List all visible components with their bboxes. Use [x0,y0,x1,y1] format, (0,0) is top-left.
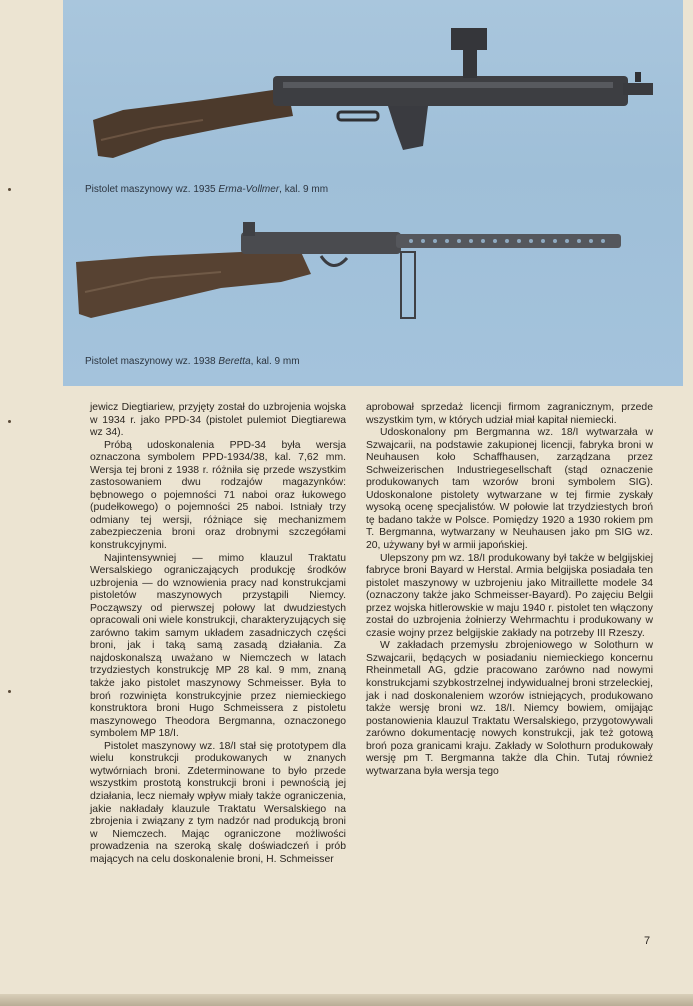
page-bottom-edge [0,994,693,1006]
paragraph: Pistolet maszynowy wz. 18/I stał się prototypem dla wielu konstrukcji produkowanych w znanych wytwórniach broni. Zdeterminowane to było przede wszystkim prostotą konstrukcji broni i pewnością jej działania, lecz niemały wpływ miały także ograniczenia, jakie nakładały klauzule Traktatu Wersalskiego na zbrojenia i związany z tym nadzór nad produkcją broni w Niemczech. Mając ograniczone możliwości prowadzenia na szeroką skalę doświadczeń i prób mających na celu doskonalenie broni, H. Schmeisser [90,740,346,865]
caption-suffix: , kal. 9 mm [250,356,300,367]
paragraph: Najintensywniej — mimo klauzul Traktatu Wersalskiego ograniczających produkcję środków uzbrojenia — do wznowienia pracy nad konstrukcjami pistoletów maszynowych przystąpili Niemcy. Począwszy od pierwszej połowy lat dwudziestych opracowali oni wiele konstrukcji, charakteryzujących się zarówno takim samym układem zasadniczych części broni, jak i taką samą zasadą działania. Za najdoskonalszą uważano w Niemczech w latach trzydziestych konstrukcję MP 28 kal. 9 mm, znaną także jako pistolet maszynowy Schmeisser. Była to broń rozwinięta konstrukcyjnie przez niemieckiego konstruktora broni Hugo Schmeissera z pistoletu maszynowego Theodora Bergmanna, oznaczonego symbolem MP 18/I. [90,552,346,740]
caption-prefix: Pistolet maszynowy wz. 1935 [85,184,216,195]
left-text-column [90,402,346,866]
paragraph: Ulepszony pm wz. 18/I produkowany był także w belgijskiej fabryce broni Bayard w Herstal. Armia belgijska posiadała ten pistolet maszynowy w uzbrojeniu jako Mitraillette modele 34 (oznaczony także jako Schmeisser-Bayard). Po zajęciu Belgii przez wojska hitlerowskie w maju 1940 r. pistolet ten włączony został do uzbrojenia żołnierzy Wehrmachtu i produkowany w czasie wojny przez belgijskie zakłady na potrzeby III Rzeszy. [366,552,653,639]
beretta-caption [85,356,300,367]
paragraph: aprobował sprzedaż licencji firmom zagranicznym, przede wszystkim tym, w których udział miał kapitał niemiecki. [366,402,653,426]
margin-dot [8,188,11,191]
beretta-illustration [76,222,621,318]
page-number: 7 [644,935,651,947]
beretta-gun-image [71,222,631,332]
erma-vollmer-gun-image [83,28,673,173]
caption-name: Erma-Vollmer [218,184,280,195]
paragraph: jewicz Diegtiariew, przyjęty został do uzbrojenia wojska w 1934 r. jako PPD-34 (pistolet pulemiot Diegtiarewa wz 34). [90,402,346,439]
margin-dot [8,690,11,693]
paragraph: W zakładach przemysłu zbrojeniowego w Solothurn w Szwajcarii, będących w posiadaniu niemieckiego koncernu Rheinmetall AG, gdzie pracowano zarówno nad nowymi konstrukcjami szybkostrzelnej indywidualnej broni strzeleckiej, jak i nad doskonaleniem wzorów istniejących, produkowano także wersję broni wz. 18/I. Niemcy bowiem, omijając postanowienia klauzul Traktatu Wersalskiego, przygotowywali zarówno dokumentację nowych konstrukcji, jak też gotową broń poza granicami kraju. Zakłady w Solothurn produkowały wersję pm T. Bergmanna także dla Chin. Tutaj również wytwarzana była wersja tego [366,640,653,777]
paragraph: Udoskonalony pm Bergmanna wz. 18/I wytwarzała w Szwajcarii, na podstawie zakupionej licencji, fabryka broni w Neuhausen koło Schaffhausen, zarządzana przez Schweizerischen Industriegesellschaft (stąd oznaczenie produkowanych tam wzorów broni symbolem SIG). Udoskonalone pistolety wytwarzane w tej firmie zyskały wysoką ocenę specjalistów. W połowie lat trzydziestych broń tę badano także w Polsce. Pomiędzy 1920 a 1930 rokiem pm T. Bergmanna, wytwarzany w Neuhausen jako pm SIG wz. 20, używany był w armii japońskiej. [366,427,653,552]
photo-panel [63,0,683,386]
margin-dot [8,420,11,423]
right-text-column [366,402,653,778]
caption-name: Beretta [218,356,251,367]
caption-prefix: Pistolet maszynowy wz. 1938 [85,356,216,367]
erma-vollmer-caption [85,184,328,195]
caption-suffix: , kal. 9 mm [279,184,329,195]
erma-vollmer-illustration [93,28,653,158]
paragraph: Próbą udoskonalenia PPD-34 była wersja oznaczona symbolem PPD-1934/38, kal. 7,62 mm. Wersja tej broni z 1938 r. różniła się przede wszystkim zastosowaniem dwu rodzajów magazynków: bębnowego o pojemności 71 naboi oraz łukowego (pudełkowego) o pojemności 25 naboi. Istniały trzy odmiany tej wersji, różniące się mechanizmem zabezpieczenia broni oraz drobnymi szczegółami konstrukcyjnymi. [90,439,346,552]
